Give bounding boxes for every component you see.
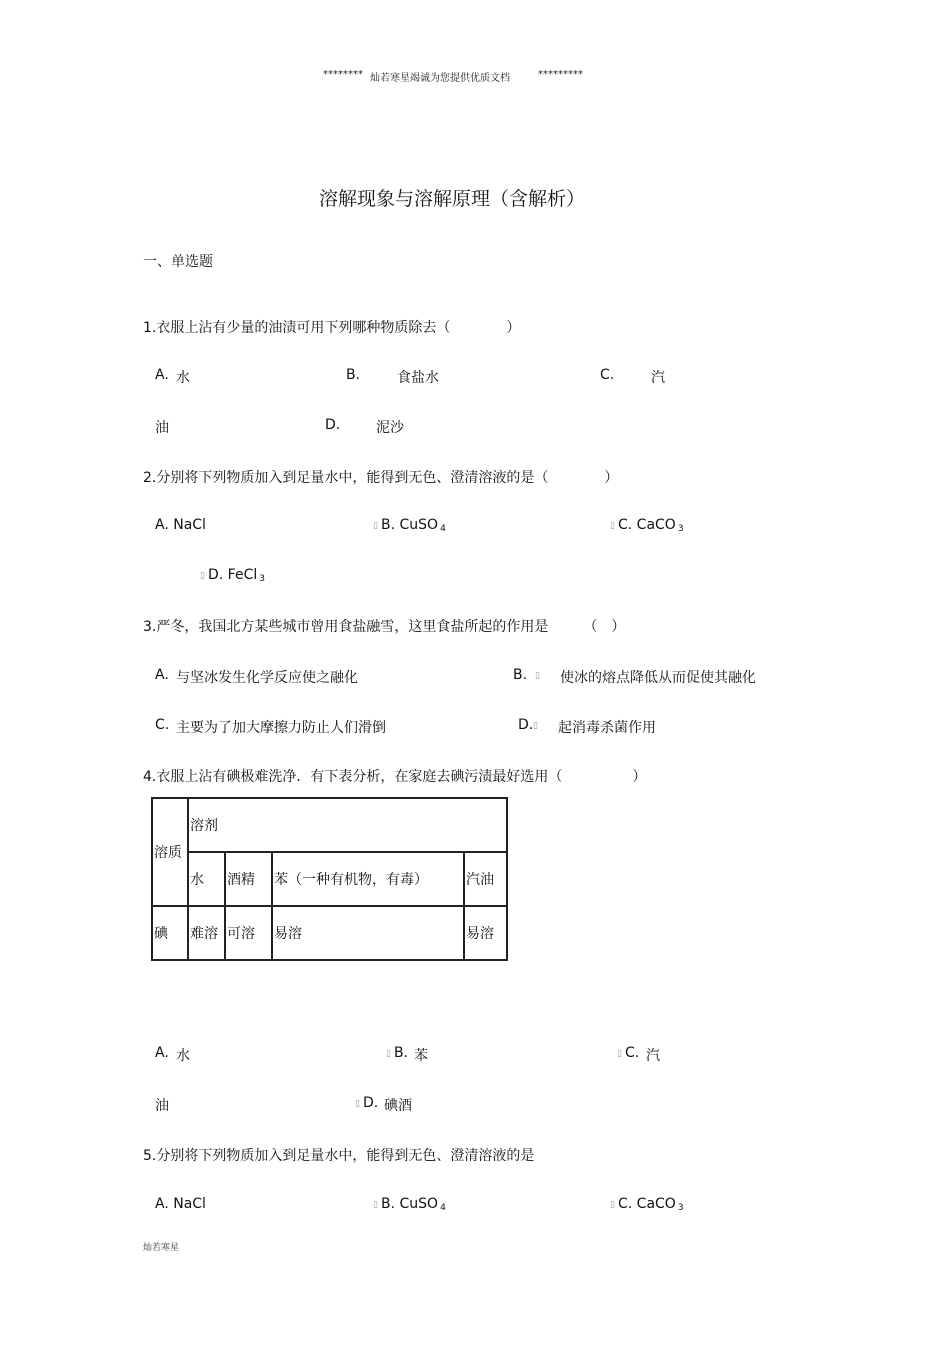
question-1: 1.衣服上沾有少量的油渍可用下列哪种物质除去（ ）	[143, 320, 521, 336]
table-cell: 可溶	[225, 906, 272, 960]
table-header-solute: 溶质	[152, 798, 188, 906]
q1-option-b-letter: B.	[346, 367, 361, 383]
field-marker: ▯	[610, 521, 615, 531]
question-2: 2.分别将下列物质加入到足量水中，能得到无色、澄清溶液的是（ ）	[143, 470, 619, 486]
q1-option-c-text-cont: 油	[155, 420, 169, 436]
solubility-table	[151, 797, 508, 961]
q2-option-c: C. CaCO $_3$	[618, 517, 684, 534]
q3-option-d-text: 起消毒杀菌作用	[558, 720, 656, 736]
question-3: 3.严冬，我国北方某些城市曾用食盐融雪，这里食盐所起的作用是 （ ）	[143, 619, 626, 635]
q3-option-a-letter: A.	[155, 667, 169, 683]
field-marker: ▯	[373, 1200, 378, 1210]
q4-option-d-letter: D.	[363, 1095, 379, 1111]
field-marker: ▯	[535, 671, 540, 681]
table-header-solvent: 溶剂	[188, 798, 507, 852]
q1-option-b-text: 食盐水	[397, 370, 439, 386]
field-marker: ▯	[355, 1099, 360, 1109]
document-title: 溶解现象与溶解原理（含解析）	[319, 188, 586, 210]
q5-option-a: A. NaCl	[155, 1196, 206, 1212]
section-heading: 一、单选题	[143, 254, 213, 270]
q4-option-c-text-cont: 油	[155, 1098, 169, 1114]
field-marker: ▯	[386, 1049, 391, 1059]
table-solvent-alcohol: 酒精	[225, 852, 272, 906]
q4-option-c-letter: C.	[625, 1045, 640, 1061]
q2-option-b: B. CuSO $_4$	[381, 517, 446, 534]
q3-option-b-text: 使冰的熔点降低从而促使其融化	[560, 670, 756, 686]
q1-option-c-text: 汽	[651, 370, 665, 386]
q5-option-b: B. CuSO $_4$	[381, 1196, 446, 1213]
q4-option-b-letter: B.	[394, 1045, 409, 1061]
q1-option-a-letter: A.	[155, 367, 169, 383]
q4-option-a-text: 水	[176, 1048, 190, 1064]
q1-option-d-letter: D.	[325, 417, 341, 433]
table-solvent-benzene: 苯（一种有机物，有毒）	[272, 852, 464, 906]
q1-option-a-text: 水	[176, 370, 190, 386]
field-marker: ▯	[617, 1049, 622, 1059]
table-solvent-gasoline: 汽油	[464, 852, 507, 906]
q1-option-d-text: 泥沙	[376, 420, 404, 436]
field-marker: ▯	[200, 571, 205, 581]
q4-option-c-text: 汽	[646, 1048, 660, 1064]
header-stars-right: *********	[538, 69, 583, 80]
field-marker: ▯	[533, 721, 538, 731]
table-cell: 难溶	[188, 906, 225, 960]
q1-option-c-letter: C.	[600, 367, 615, 383]
q3-option-c-text: 主要为了加大摩擦力防止人们滑倒	[176, 720, 386, 736]
q2-option-d: D. FeCl $_3$	[208, 567, 265, 584]
q4-option-b-text: 苯	[414, 1048, 428, 1064]
table-cell: 易溶	[464, 906, 507, 960]
q3-option-b-letter: B.	[513, 667, 528, 683]
header-stars-left: ********	[323, 69, 363, 80]
field-marker: ▯	[610, 1200, 615, 1210]
table-solvent-water: 水	[188, 852, 225, 906]
table-cell: 易溶	[272, 906, 464, 960]
header-text: 灿若寒星竭诚为您提供优质文档	[370, 73, 510, 84]
q3-option-c-letter: C.	[155, 717, 170, 733]
field-marker: ▯	[373, 521, 378, 531]
question-4: 4.衣服上沾有碘极难洗净．有下表分析，在家庭去碘污渍最好选用（ ）	[143, 769, 647, 785]
table-row-label: 碘	[152, 906, 188, 960]
q5-option-c: C. CaCO $_3$	[618, 1196, 684, 1213]
q2-option-a: A. NaCl	[155, 517, 206, 533]
q4-option-a-letter: A.	[155, 1045, 169, 1061]
q3-option-d-letter: D.	[518, 717, 534, 733]
q3-option-a-text: 与坚冰发生化学反应使之融化	[176, 670, 358, 686]
q4-option-d-text: 碘酒	[384, 1098, 412, 1114]
question-5: 5.分别将下列物质加入到足量水中，能得到无色、澄清溶液的是	[143, 1148, 535, 1164]
page-footer: 灿若寒星	[143, 1243, 180, 1253]
